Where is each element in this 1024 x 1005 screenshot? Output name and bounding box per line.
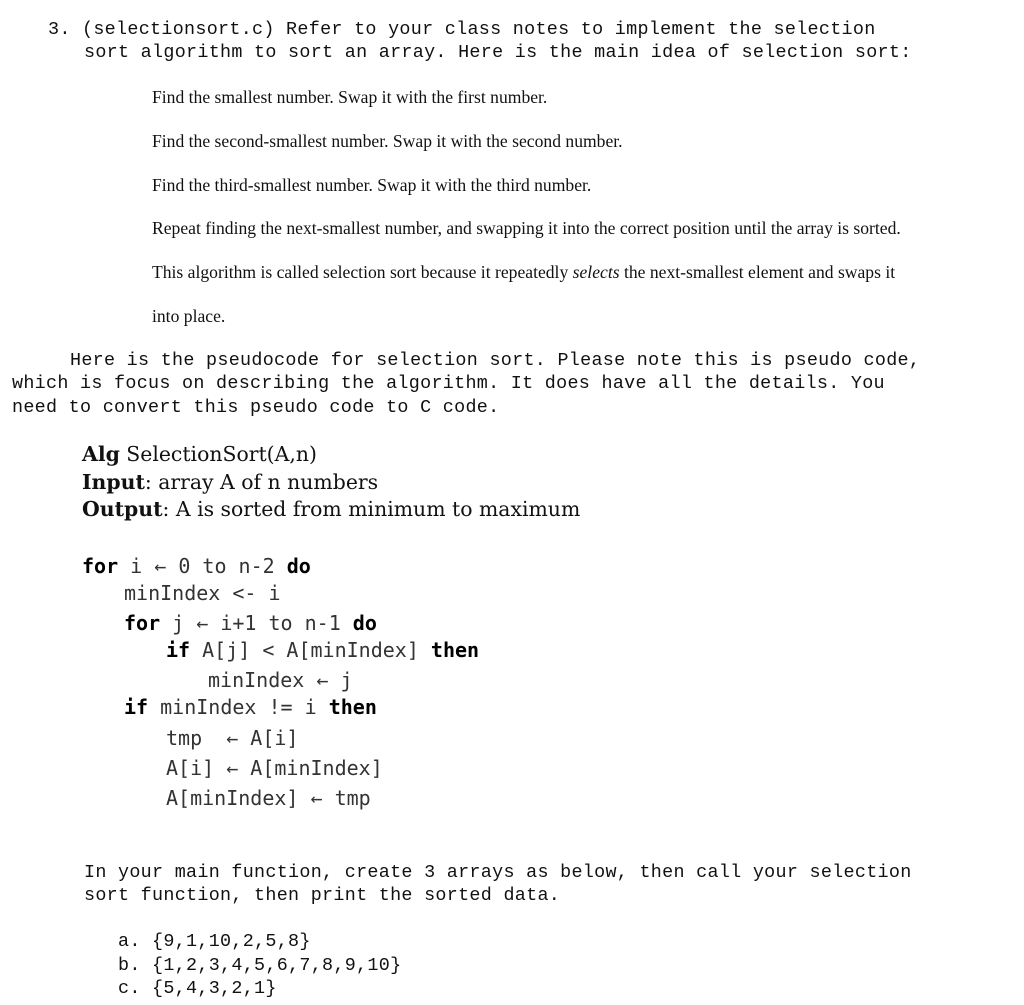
algorithm-output-value: : A is sorted from minimum to maximum <box>162 497 581 521</box>
code-line-swap-restore: A[minIndex] ← tmp <box>166 786 371 810</box>
keyword-then: then <box>328 695 377 719</box>
algorithm-output-label: Output <box>82 497 163 521</box>
idea-summary-emphasis: selects <box>572 262 620 282</box>
idea-summary-end: into place. <box>152 306 226 326</box>
idea-step-2: Find the second-smallest number. Swap it with the second number. <box>152 131 623 151</box>
pseudocode-intro-line-1: Here is the pseudocode for selection sort. Please note this is pseudo code, <box>70 350 921 371</box>
code-text: A[j] < A[minIndex] <box>190 638 431 662</box>
keyword-do: do <box>352 611 377 635</box>
code-line-compare <box>166 638 479 662</box>
algorithm-output <box>82 497 580 521</box>
array-item-a: a. {9,1,10,2,5,8} <box>118 931 311 952</box>
algorithm-name <box>82 442 317 466</box>
idea-summary-prefix: This algorithm is called selection sort because it repeatedly <box>152 262 573 282</box>
pseudocode-intro-line-3: need to convert this pseudo code to C code. <box>12 397 500 418</box>
problem-statement-line-2: sort algorithm to sort an array. Here is the main idea of selection sort: <box>84 42 912 63</box>
keyword-if: if <box>124 695 149 719</box>
algorithm-input <box>82 470 378 494</box>
code-line-swap-check <box>124 695 377 719</box>
keyword-for: for <box>124 611 161 635</box>
code-line-swap-tmp: tmp ← A[i] <box>166 726 299 750</box>
code-text: minIndex != i <box>148 695 329 719</box>
algorithm-name-label: Alg <box>82 442 120 466</box>
code-text: i ← 0 to n-2 <box>118 554 287 578</box>
keyword-if: if <box>166 638 191 662</box>
code-line-outer-for <box>82 554 311 578</box>
array-item-b: b. {1,2,3,4,5,6,7,8,9,10} <box>118 955 402 976</box>
idea-summary-suffix: the next-smallest element and swaps it <box>619 262 896 282</box>
algorithm-input-label: Input <box>82 470 145 494</box>
code-text: j ← i+1 to n-1 <box>160 611 353 635</box>
code-line-update-min: minIndex ← j <box>208 668 353 692</box>
main-task-line-2: sort function, then print the sorted data. <box>84 885 561 906</box>
keyword-do: do <box>286 554 311 578</box>
code-line-init-min: minIndex <- i <box>124 581 281 605</box>
keyword-for: for <box>82 554 119 578</box>
array-item-c: c. {5,4,3,2,1} <box>118 978 277 999</box>
algorithm-input-value: : array A of n numbers <box>144 470 379 494</box>
idea-step-3: Find the third-smallest number. Swap it with the third number. <box>152 175 592 195</box>
code-line-swap-assign: A[i] ← A[minIndex] <box>166 756 383 780</box>
keyword-then: then <box>430 638 480 662</box>
problem-statement-line-1: 3. (selectionsort.c) Refer to your class notes to implement the selection <box>48 19 876 40</box>
idea-step-4: Repeat finding the next-smallest number, and swapping it into the correct position until the array is sorted. <box>152 218 901 238</box>
pseudocode-intro-line-2: which is focus on describing the algorithm. It does have all the details. You <box>12 373 885 394</box>
algorithm-name-value: SelectionSort(A,n) <box>119 442 317 466</box>
code-line-inner-for <box>124 611 377 635</box>
idea-step-1: Find the smallest number. Swap it with the first number. <box>152 87 548 107</box>
idea-summary <box>152 262 895 283</box>
main-task-line-1: In your main function, create 3 arrays as below, then call your selection <box>84 862 912 883</box>
